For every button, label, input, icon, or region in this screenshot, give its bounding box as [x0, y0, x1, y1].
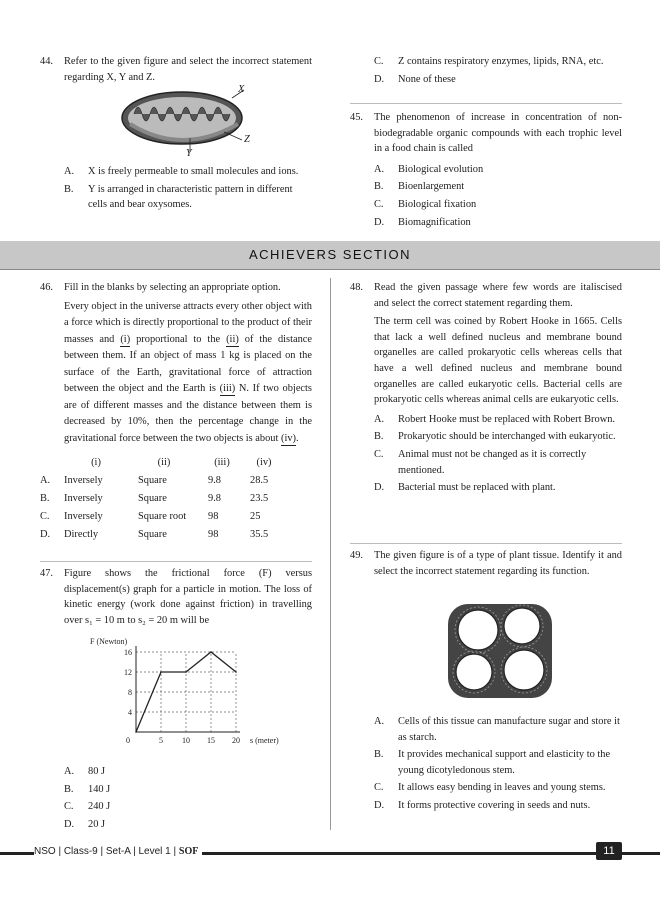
separator [350, 543, 622, 544]
option-text: 80 J [88, 766, 106, 777]
option-text: X is freely permeable to small molecules and ions. [88, 166, 299, 177]
question-text: Figure shows the frictional force (F) versus displacement(s) graph for a particle in motion. The loss of kinetic energy (work done against friction) in travelling over s₁ = 10 m to s₂ = 20 m will be [64, 568, 312, 626]
option-letter: D. [374, 799, 385, 811]
option-d[interactable] [350, 798, 622, 814]
option-a[interactable] [350, 162, 622, 178]
table-row[interactable] [40, 525, 284, 543]
separator [350, 103, 622, 104]
text-part: Every object in the universe attracts every other object with a force which is directly proportional to the product of their masses and [64, 300, 312, 345]
y-tick-label: 8 [128, 688, 132, 697]
question-number: 46. [40, 282, 53, 293]
data-point [185, 671, 187, 673]
question-46 [40, 280, 312, 543]
section-title: ACHIEVERS SECTION [0, 241, 660, 270]
cell: Square root [138, 510, 187, 522]
option-letter: A. [374, 163, 385, 175]
footer-text [34, 844, 202, 860]
question-number: 44. [40, 56, 53, 67]
question-intro: Fill in the blanks by selecting an appropriate option. [64, 282, 281, 293]
option-b[interactable] [350, 429, 622, 445]
header-iii: (iii) [214, 456, 230, 468]
option-text: Bacterial must be replaced with plant. [398, 482, 556, 494]
data-point [160, 671, 162, 673]
option-a[interactable] [350, 412, 622, 428]
y-tick-label: 12 [124, 668, 132, 677]
question-number: 49. [350, 550, 363, 561]
figure-label-y: Y [186, 148, 192, 159]
y-tick-label: 16 [124, 648, 132, 657]
data-point [135, 731, 137, 733]
cell: 25 [250, 510, 261, 522]
text-part: of the distance between them. If an object of mass 1 kg is placed on the surface of the Earth, gravitational force of attraction between the object and the Earth is [64, 333, 313, 395]
option-d[interactable] [40, 817, 312, 833]
page-number: 11 [596, 842, 622, 860]
q44-options-left [40, 162, 312, 213]
option-letter: A. [374, 413, 385, 425]
option-text: It allows easy bending in leaves and young stems. [398, 782, 606, 794]
question-text: The phenomenon of increase in concentration of non-biodegradable organic compounds with each trophic level in a food chain is called [374, 112, 622, 155]
option-d[interactable] [350, 480, 622, 496]
option-text: Cells of this tissue can manufacture sugar and store it as starch. [398, 716, 620, 743]
option-letter: D. [374, 216, 385, 228]
option-d[interactable] [350, 215, 622, 231]
y-axis-label: F (Newton) [90, 637, 128, 646]
x-tick-label: 5 [159, 736, 163, 745]
option-c[interactable] [350, 197, 622, 213]
table-row[interactable] [40, 489, 284, 507]
option-letter: C. [374, 448, 384, 460]
option-c[interactable] [350, 54, 622, 70]
option-letter: B. [374, 431, 384, 443]
figure-label-z: Z [244, 134, 250, 145]
blank-iii: (iii) [219, 383, 236, 395]
option-letter: B. [374, 181, 384, 193]
question-paragraph [64, 299, 312, 448]
option-text: It provides mechanical support and elasticity to the young dicotyledonous stem. [398, 749, 611, 776]
header-ii: (ii) [157, 456, 171, 468]
option-letter: D. [374, 482, 385, 494]
question-47 [40, 566, 312, 628]
figure-label-x: X [238, 84, 245, 95]
option-letter: B. [40, 492, 50, 504]
option-letter: A. [64, 166, 75, 177]
option-text: Prokaryotic should be interchanged with eukaryotic. [398, 431, 616, 443]
blank-i: (i) [120, 333, 131, 345]
option-letter: B. [64, 183, 74, 195]
q49-options [350, 714, 622, 814]
q47-options [40, 764, 312, 832]
option-a[interactable] [350, 714, 622, 745]
data-point [210, 651, 212, 653]
cell: 35.5 [250, 528, 269, 540]
option-letter: A. [40, 474, 51, 486]
question-44 [40, 54, 312, 85]
option-letter: C. [40, 510, 50, 522]
collenchyma-tissue-figure [440, 600, 560, 702]
option-letter: C. [374, 56, 384, 67]
question-text: The given figure is of a type of plant tissue. Identify it and select the incorrect statement regarding its function. [374, 550, 622, 577]
text-part: . [296, 432, 299, 444]
option-text: 140 J [88, 783, 111, 795]
mitochondrion-figure [120, 86, 260, 158]
x-tick-label: 20 [232, 736, 240, 745]
option-text: Robert Hooke must be replaced with Robert Brown. [398, 413, 616, 425]
option-d[interactable] [350, 72, 622, 88]
option-letter: B. [374, 749, 384, 761]
answer-table [40, 453, 284, 543]
cell: 28.5 [250, 474, 269, 486]
option-letter: D. [374, 73, 385, 85]
x-axis-label: s (meter) [250, 736, 279, 745]
option-text: It forms protective covering in seeds and nuts. [398, 799, 591, 811]
header-iv: (iv) [256, 456, 272, 468]
option-b[interactable] [40, 782, 312, 798]
blank-iv: (iv) [281, 432, 297, 444]
cell: Square [138, 528, 167, 540]
column-divider [330, 278, 331, 830]
option-text: Biological evolution [398, 163, 484, 175]
option-letter: C. [64, 801, 74, 813]
cell: Square [138, 492, 167, 504]
option-c[interactable] [350, 780, 622, 796]
cell: 98 [208, 528, 219, 540]
cell: 9.8 [208, 474, 221, 486]
option-letter: B. [64, 783, 74, 795]
footer-label: NSO | Class-9 | Set-A | Level 1 | [34, 846, 177, 857]
cell: Inversely [64, 474, 103, 486]
cell: Inversely [64, 510, 103, 522]
page-footer [0, 842, 660, 862]
text-part: N. If two objects are of different masses and the distance between them is decreased by 10%, then the percentage change in the gravitational force between the two objects is about [64, 383, 312, 444]
data-point [235, 671, 237, 673]
question-text: Refer to the given figure and select the incorrect statement regarding X, Y and Z. [64, 56, 312, 83]
text-part: proportional to the [136, 333, 221, 345]
question-number: 45. [350, 112, 363, 123]
sof-logo: SOF [178, 846, 199, 857]
x-tick-label: 15 [207, 736, 215, 745]
y-tick-label: 4 [128, 708, 132, 717]
option-text: 240 J [88, 801, 111, 813]
question-number: 47. [40, 568, 53, 579]
option-text: Animal must not be changed as it is correctly mentioned. [398, 448, 587, 476]
option-a[interactable] [40, 764, 312, 780]
cell: 98 [208, 510, 219, 522]
option-letter: C. [374, 782, 384, 794]
cell: 23.5 [250, 492, 269, 504]
table-row[interactable] [40, 471, 284, 489]
x-tick-label: 0 [126, 736, 130, 745]
friction-force-chart [84, 632, 294, 752]
cell: 9.8 [208, 492, 221, 504]
option-letter: D. [40, 528, 51, 540]
question-45 [350, 110, 622, 230]
cell: Inversely [64, 492, 103, 504]
passage: The term cell was coined by Robert Hooke in 1665. Cells that lack a well defined nucleus and membrane bound organelles are called prokaryotic cells whereas cells that have a well defined nucleus and membrane bound organelles are called eukaryotic cells. Bacterial cells are prokaryotic cells whereas animal cells are eukaryotic cells. [374, 316, 622, 406]
option-text: Bioenlargement [398, 181, 465, 193]
option-a[interactable] [40, 164, 312, 180]
table-header [40, 453, 284, 471]
question-number: 48. [350, 282, 363, 293]
option-text: None of these [398, 73, 456, 85]
header-i: (i) [91, 456, 101, 468]
option-letter: C. [374, 198, 384, 210]
question-48 [350, 280, 622, 496]
option-text: Biological fixation [398, 198, 477, 210]
option-text: Z contains respiratory enzymes, lipids, RNA, etc. [398, 56, 604, 67]
option-c[interactable] [40, 799, 312, 815]
option-text: Biomagnification [398, 216, 471, 228]
cell: Directly [64, 528, 99, 540]
q44-options-right [350, 54, 622, 87]
option-letter: A. [64, 766, 75, 777]
question-text: Read the given passage where few words are italiscised and select the correct statement regarding them. [374, 282, 622, 309]
question-49 [350, 548, 622, 579]
cell: Square [138, 474, 167, 486]
table-row[interactable] [40, 507, 284, 525]
option-text: 20 J [88, 818, 106, 830]
option-b[interactable] [350, 747, 622, 778]
blank-ii: (ii) [226, 333, 239, 345]
x-tick-label: 10 [182, 736, 190, 745]
separator [40, 561, 312, 562]
option-letter: D. [64, 818, 75, 830]
option-b[interactable] [350, 179, 622, 195]
option-text: Y is arranged in characteristic pattern in different cells and bear oxysomes. [88, 183, 293, 211]
option-letter: A. [374, 716, 385, 727]
option-c[interactable] [350, 447, 622, 478]
option-b[interactable] [40, 182, 312, 213]
